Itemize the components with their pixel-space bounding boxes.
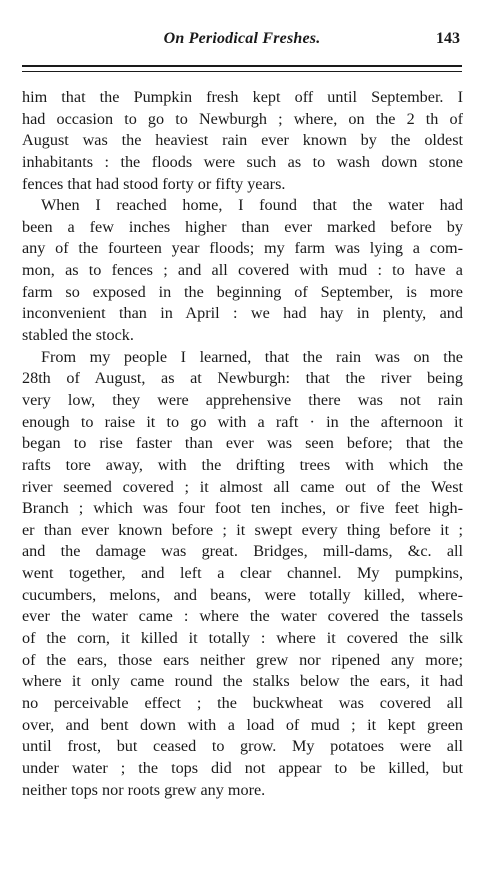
text-line: over, and bent down with a load of mud ; it kept green	[22, 715, 463, 734]
text-line: ever the water came : where the water covered the tassels	[22, 607, 463, 626]
text-line: Branch ; which was four foot ten inches, or five feet high-	[22, 499, 463, 518]
text-line: inconvenient than in April : we had hay in plenty, and	[22, 304, 463, 323]
text-line: river seemed covered ; it almost all came out of the West	[22, 477, 463, 496]
header-rule-thin	[22, 71, 462, 72]
text-line: When I reached home, I found that the water had	[41, 196, 463, 215]
text-line: mon, as to fences ; and all covered with mud : to have a	[22, 261, 463, 280]
page-number: 143	[436, 30, 460, 47]
text-line: farm so exposed in the beginning of September, is more	[22, 282, 463, 301]
text-line: enough to raise it to go with a raft · in the afternoon it	[22, 412, 463, 431]
text-line: went together, and left a clear channel. My pumpkins,	[22, 564, 463, 583]
text-line: stabled the stock.	[22, 326, 134, 345]
header-rule-thick	[22, 65, 462, 67]
text-line: very low, they were apprehensive there was not rain	[22, 390, 463, 409]
text-line: and the damage was great. Bridges, mill-dams, &c. all	[22, 542, 463, 561]
text-line: cucumbers, melons, and beans, were totally killed, where-	[22, 585, 463, 604]
text-line: any of the fourteen year floods; my farm was lying a com-	[22, 239, 463, 258]
text-line: began to rise faster than ever was seen before; that the	[22, 434, 463, 453]
text-line: From my people I learned, that the rain was on the	[41, 347, 463, 366]
text-line: where it only came round the stalks below the ears, it had	[22, 672, 463, 691]
running-head	[22, 30, 462, 52]
text-line: inhabitants : the floods were such as to wash down stone	[22, 152, 463, 171]
text-line: under water ; the tops did not appear to be killed, but	[22, 758, 463, 777]
text-line: fences that had stood forty or fifty years.	[22, 174, 286, 193]
text-line: been a few inches higher than ever marked before by	[22, 217, 463, 236]
text-line: had occasion to go to Newburgh ; where, on the 2 th of	[22, 109, 463, 128]
text-line: rafts tore away, with the drifting trees with which the	[22, 455, 463, 474]
text-line: no perceivable effect ; the buckwheat was covered all	[22, 693, 463, 712]
text-line: er than ever known before ; it swept every thing before it ;	[22, 520, 463, 539]
text-line: 28th of August, as at Newburgh: that the river being	[22, 369, 463, 388]
text-line: of the corn, it killed it totally : where it covered the silk	[22, 629, 463, 648]
text-line: August was the heaviest rain ever known by the oldest	[22, 131, 463, 150]
text-line: him that the Pumpkin fresh kept off until September. I	[22, 88, 463, 106]
text-line: neither tops nor roots grew any more.	[22, 780, 266, 799]
text-line: of the ears, those ears neither grew nor ripened any more;	[22, 650, 463, 669]
text-line: until frost, but ceased to grow. My potatoes were all	[22, 737, 463, 756]
body-text	[22, 87, 463, 801]
running-title: On Periodical Freshes.	[163, 30, 321, 47]
